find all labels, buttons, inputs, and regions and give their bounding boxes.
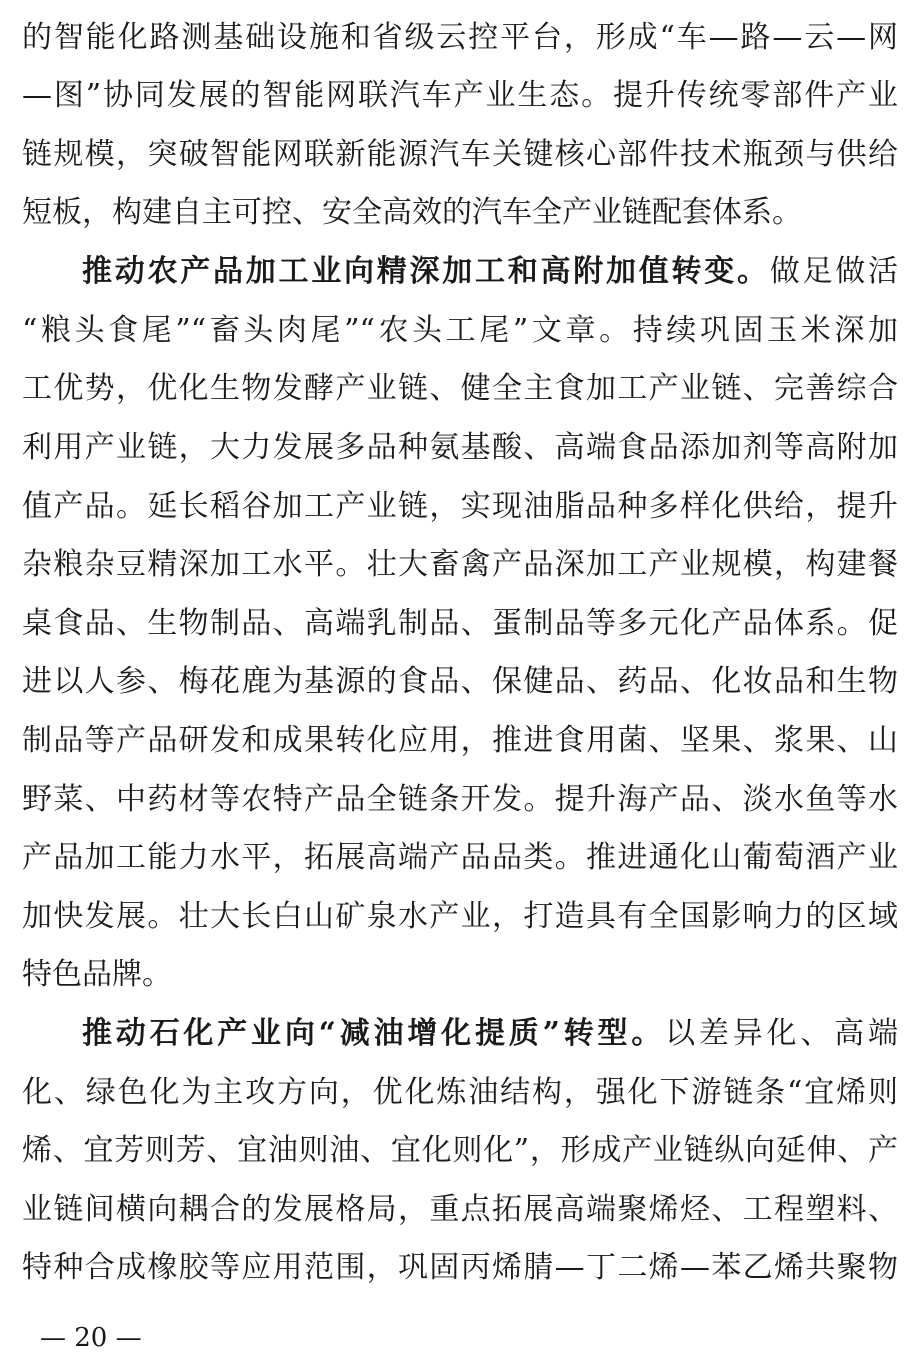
p2-line-13: 特色品牌。 [22,957,172,992]
p2-line-7: 桌食品、生物制品、高端乳制品、蛋制品等多元化产品体系。促 [22,606,898,641]
p2-first-line [82,243,898,301]
p1-line-1: 的智能化路测基础设施和省级云控平台，形成“车—路—云—网 [22,20,898,55]
p2-line-12: 加快发展。壮大长白山矿泉水产业，打造具有全国影响力的区域 [22,899,898,934]
p2-line-5: 值产品。延长稻谷加工产业链，实现油脂品种多样化供给，提升 [22,489,898,524]
p2-line-11: 产品加工能力水平，拓展高端产品品类。推进通化山葡萄酒产业 [22,840,898,875]
p2-heading: 推动农产品加工业向精深加工和高附加值转变。 [82,254,770,289]
p1-line-2: —图”协同发展的智能网联汽车产业生态。提升传统零部件产业 [22,78,898,113]
p2-line-8: 进以人参、梅花鹿为基源的食品、保健品、药品、化妆品和生物 [22,664,898,699]
p2-first-line-rest: 做足做活 [769,254,898,289]
p1-line-3: 链规模，突破智能网联新能源汽车关键核心部件技术瓶颈与供给 [22,137,898,172]
p3-line-5: 特种合成橡胶等应用范围，巩固丙烯腈—丁二烯—苯乙烯共聚物 [22,1250,898,1285]
p3-first-line-rest: 以差异化、高端 [665,1016,898,1051]
p2-line-3: 工优势，优化生物发酵产业链、健全主食加工产业链、完善综合 [22,371,898,406]
p2-line-6: 杂粮杂豆精深加工水平。壮大畜禽产品深加工产业规模，构建餐 [22,547,898,582]
p3-line-3: 烯、宜芳则芳、宜油则油、宜化则化”，形成产业链纵向延伸、产 [22,1133,898,1168]
p1-line-4: 短板，构建自主可控、安全高效的汽车全产业链配套体系。 [22,195,802,230]
p3-heading: 推动石化产业向“减油增化提质”转型。 [82,1016,666,1051]
p3-first-line [82,1005,898,1063]
p3-line-4: 业链间横向耦合的发展格局，重点拓展高端聚烯烃、工程塑料、 [22,1192,898,1227]
p2-line-4: 利用产业链，大力发展多品种氨基酸、高端食品添加剂等高附加 [22,430,898,465]
p2-line-10: 野菜、中药材等农特产品全链条开发。提升海产品、淡水鱼等水 [22,782,898,817]
p2-line-2: “粮头食尾”“畜头肉尾”“农头工尾”文章。持续巩固玉米深加 [22,313,898,348]
page-number: — 20 — [40,1323,142,1353]
p3-line-2: 化、绿色化为主攻方向，优化炼油结构，强化下游链条“宜烯则 [22,1075,898,1110]
p2-line-9: 制品等产品研发和成果转化应用，推进食用菌、坚果、浆果、山 [22,723,898,758]
